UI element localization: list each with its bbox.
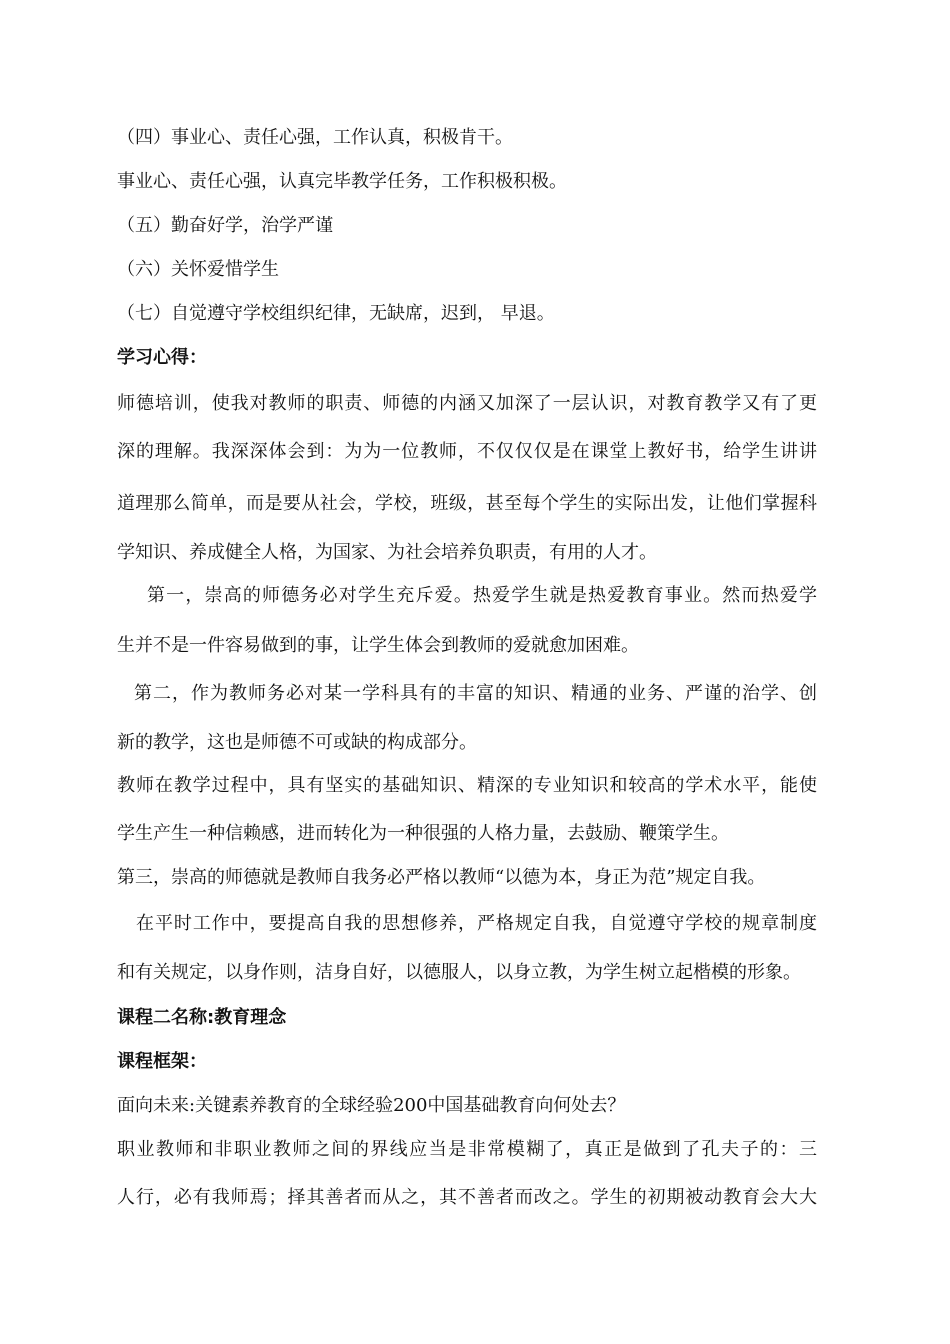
paragraph-line: 道理那么简单，而是要从社会，学校，班级，甚至每个学生的实际出发，让他们掌握科 bbox=[117, 493, 817, 514]
paragraph-line: 深的理解。我深深体会到：为为一位教师，不仅仅仅是在课堂上教好书，给学生讲讲 bbox=[117, 441, 817, 462]
paragraph-line: 人行，必有我师焉；择其善者而从之，其不善者而改之。学生的初期被动教育会大大 bbox=[117, 1187, 817, 1208]
paragraph-line: 师德培训，使我对教师的职责、师德的内涵又加深了一层认识，对教育教学又有了更 bbox=[117, 393, 817, 414]
paragraph-line: 学生产生一种信赖感，进而转化为一种很强的人格力量，去鼓励、鞭策学生。 bbox=[117, 823, 729, 844]
paragraph-line: 在平时工作中，要提高自我的思想修养，严格规定自我，自觉遵守学校的规章制度 bbox=[136, 913, 817, 934]
paragraph-line: 职业教师和非职业教师之间的界线应当是非常模糊了，真正是做到了孔夫子的：三 bbox=[117, 1139, 817, 1160]
paragraph-line: 第一，崇高的师德务必对学生充斥爱。热爱学生就是热爱教育事业。然而热爱学 bbox=[147, 585, 817, 606]
heading-course-framework: 课程框架： bbox=[117, 1051, 207, 1072]
section-item-four: （四）事业心、责任心强，工作认真，积极肯干。 bbox=[117, 127, 513, 148]
section-item-five: （五）勤奋好学，治学严谨 bbox=[117, 215, 333, 236]
paragraph-line: 第二，作为教师务必对某一学科具有的丰富的知识、精通的业务、严谨的治学、创 bbox=[134, 683, 817, 704]
paragraph-line: 和有关规定，以身作则，洁身自好，以德服人，以身立教，为学生树立起楷模的形象。 bbox=[117, 962, 801, 983]
paragraph-line: 学知识、养成健全人格，为国家、为社会培养负职责，有用的人才。 bbox=[117, 542, 657, 563]
heading-study-notes: 学习心得： bbox=[117, 347, 207, 368]
paragraph-line: 面向未来:关键素养教育的全球经验200中国基础教育向何处去？ bbox=[117, 1095, 626, 1116]
paragraph-line: 教师在教学过程中，具有坚实的基础知识、精深的专业知识和较高的学术水平，能使 bbox=[117, 775, 817, 796]
section-item-six: （六）关怀爱惜学生 bbox=[117, 259, 279, 280]
paragraph-line: 第三，崇高的师德就是教师自我务必严格以教师“以德为本，身正为范”规定自我。 bbox=[117, 867, 766, 888]
section-item-seven: （七）自觉遵守学校组织纪律，无缺席，迟到， 早退。 bbox=[117, 303, 555, 324]
paragraph-line: 事业心、责任心强，认真完毕教学任务，工作积极积极。 bbox=[117, 171, 567, 192]
paragraph-line: 新的教学，这也是师德不可或缺的构成部分。 bbox=[117, 732, 477, 753]
paragraph-line: 生并不是一件容易做到的事，让学生体会到教师的爱就愈加困难。 bbox=[117, 635, 639, 656]
heading-course-two: 课程二名称:教育理念 bbox=[117, 1007, 287, 1028]
